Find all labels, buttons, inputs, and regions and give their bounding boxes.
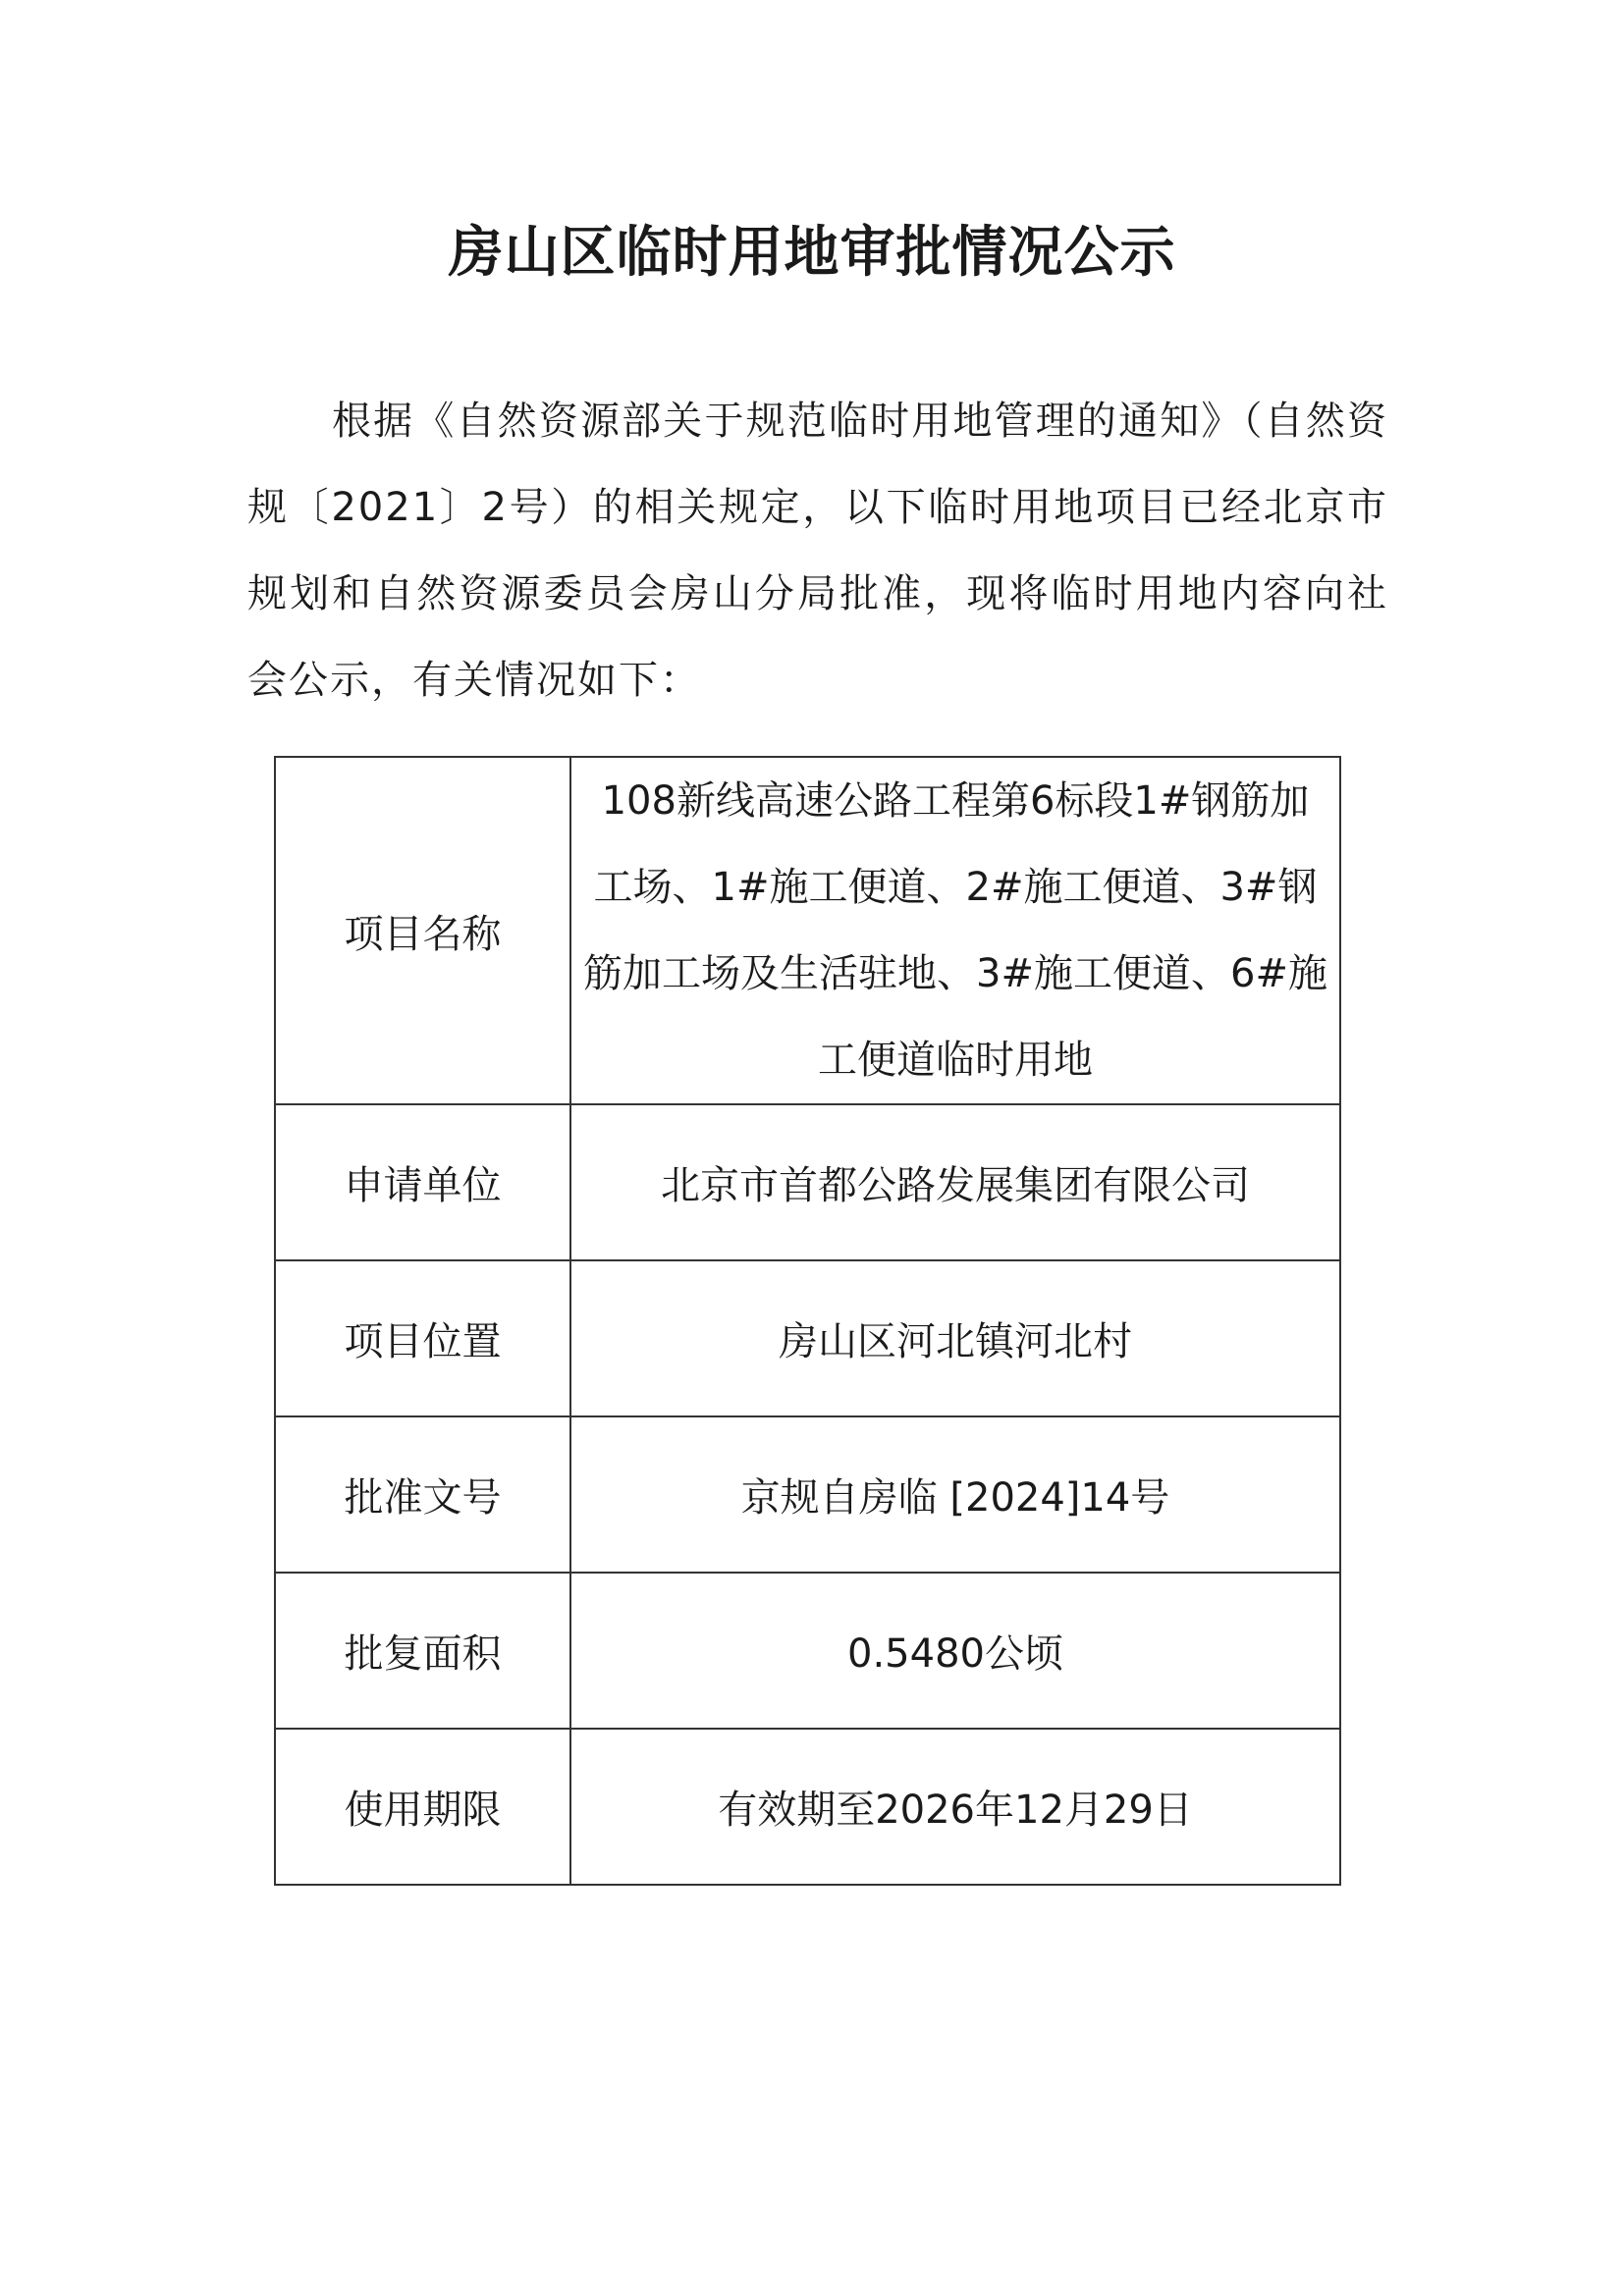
- table-row-approval-number: [275, 1416, 1340, 1573]
- row-label-approval-number: 批准文号: [275, 1416, 570, 1573]
- table-row-approved-area: [275, 1573, 1340, 1729]
- page-title: 房山区临时用地审批情况公示: [448, 220, 1176, 285]
- row-value-project-name: 108新线高速公路工程第6标段1#钢筋加工场、1#施工便道、2#施工便道、3#钢筋加工场及生活驻地、3#施工便道、6#施工便道临时用地: [570, 757, 1340, 1104]
- row-label-project-name: 项目名称: [275, 757, 570, 1104]
- approval-info-table: [274, 756, 1341, 1886]
- table-row-usage-period: [275, 1729, 1340, 1885]
- table-row-project-name: [275, 757, 1340, 1104]
- row-value-applicant: 北京市首都公路发展集团有限公司: [570, 1104, 1340, 1260]
- row-label-applicant: 申请单位: [275, 1104, 570, 1260]
- table-row-location: [275, 1260, 1340, 1416]
- intro-paragraph: 根据《自然资源部关于规范临时用地管理的通知》（自然资规〔2021〕2号）的相关规定，以下临时用地项目已经北京市规划和自然资源委员会房山分局批准，现将临时用地内容向社会公示，有关情况如下：: [247, 399, 1388, 703]
- row-value-location: 房山区河北镇河北村: [570, 1260, 1340, 1416]
- row-value-approved-area: 0.5480公顷: [570, 1573, 1340, 1729]
- table-row-applicant: [275, 1104, 1340, 1260]
- row-label-usage-period: 使用期限: [275, 1729, 570, 1885]
- row-label-approved-area: 批复面积: [275, 1573, 570, 1729]
- row-label-location: 项目位置: [275, 1260, 570, 1416]
- row-value-approval-number: 京规自房临 [2024]14号: [570, 1416, 1340, 1573]
- row-value-usage-period: 有效期至2026年12月29日: [570, 1729, 1340, 1885]
